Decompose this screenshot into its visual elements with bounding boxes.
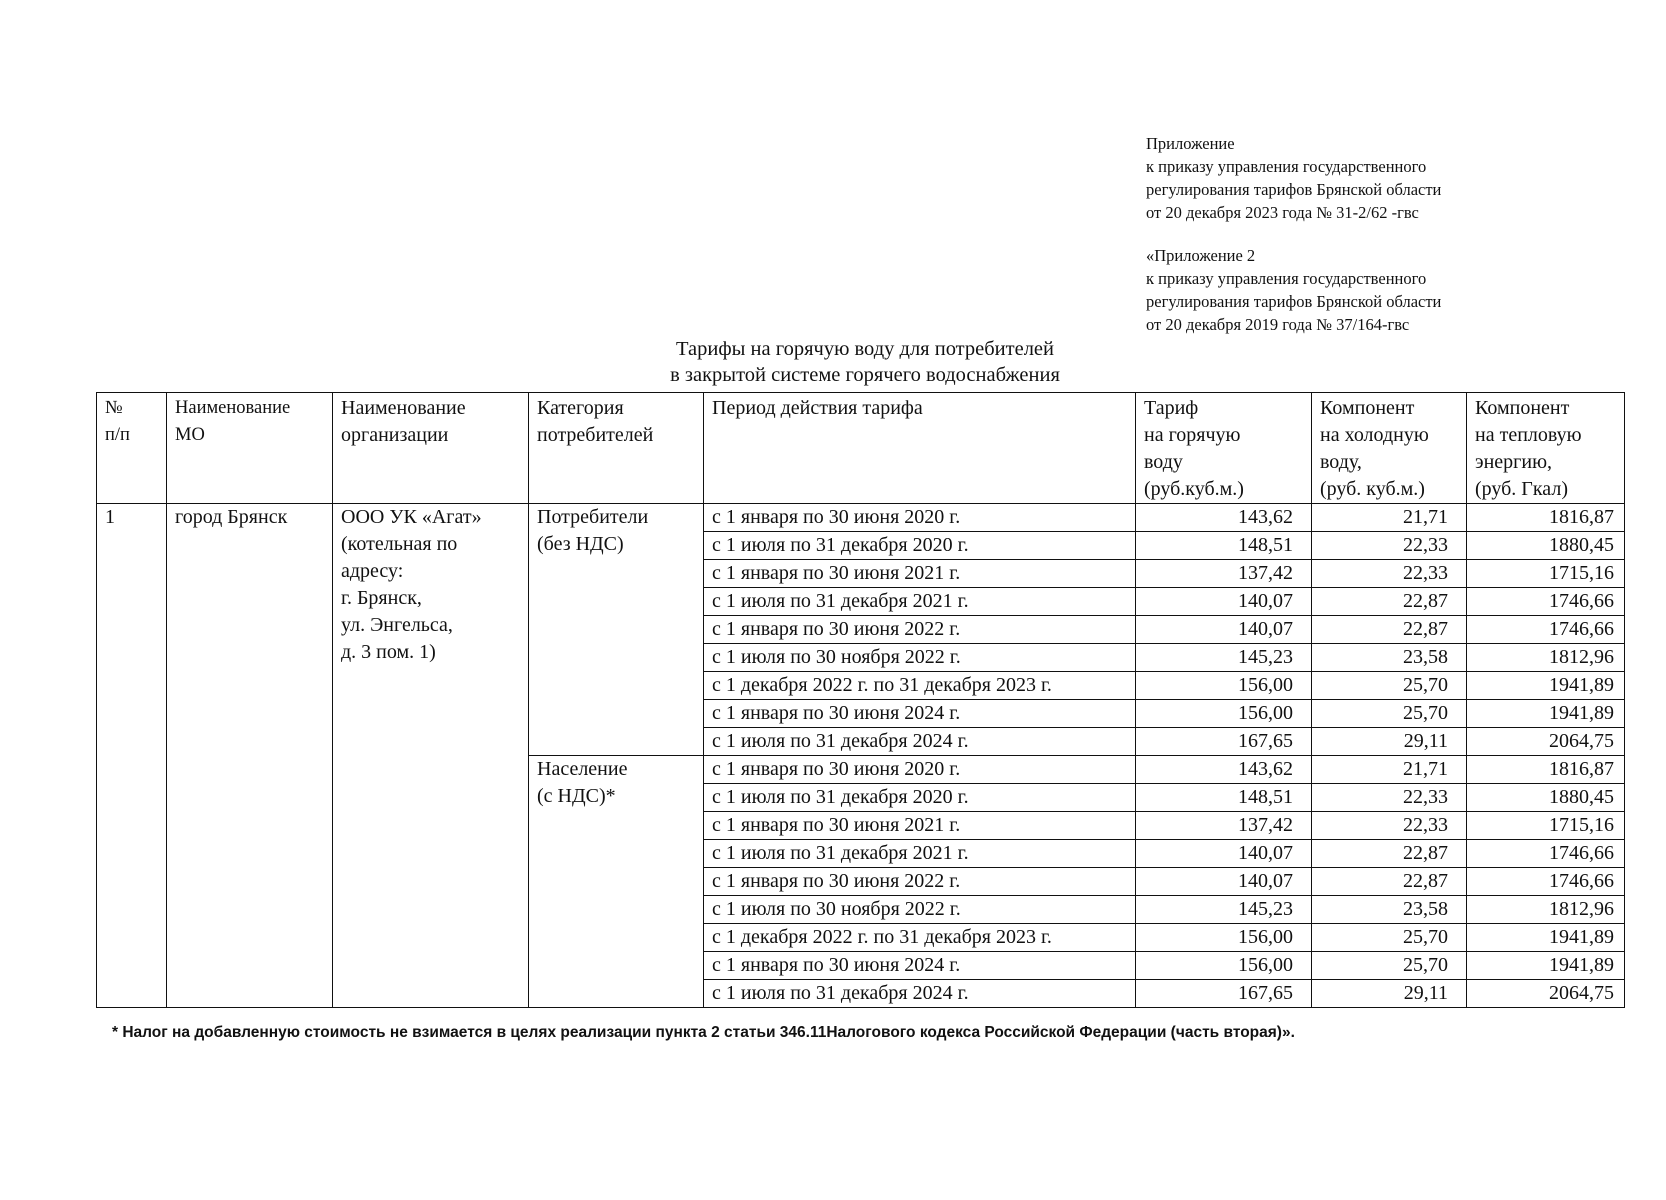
cold-water-component-cell: 22,33 <box>1312 560 1467 588</box>
cold-water-component-cell: 23,58 <box>1312 896 1467 924</box>
period-cell: с 1 июля по 30 ноября 2022 г. <box>704 896 1136 924</box>
hot-water-tariff-cell: 148,51 <box>1136 784 1312 812</box>
col-number-header: № п/п <box>97 393 167 504</box>
cold-water-component-cell: 25,70 <box>1312 700 1467 728</box>
hot-water-tariff-cell: 137,42 <box>1136 560 1312 588</box>
hot-water-tariff-cell: 167,65 <box>1136 728 1312 756</box>
title-line-2: в закрытой системе горячего водоснабжения <box>670 364 1060 386</box>
cold-water-component-cell: 25,70 <box>1312 672 1467 700</box>
cold-water-component-cell: 22,33 <box>1312 784 1467 812</box>
table-body <box>97 504 1625 1008</box>
hot-water-tariff-cell: 148,51 <box>1136 532 1312 560</box>
appendix2-line: «Приложение 2 <box>1146 246 1256 265</box>
period-cell: с 1 июля по 31 декабря 2020 г. <box>704 532 1136 560</box>
cold-water-component-cell: 22,87 <box>1312 616 1467 644</box>
cold-water-component-cell: 23,58 <box>1312 644 1467 672</box>
appendix2-line: регулирования тарифов Брянской области <box>1146 292 1442 311</box>
hot-water-tariff-cell: 140,07 <box>1136 868 1312 896</box>
footnote: * Налог на добавленную стоимость не взимается в целях реализации пункта 2 статьи 346.11Налогового кодекса Российской Федерации (часть вторая)». <box>112 1024 1295 1041</box>
category-line: (без НДС) <box>537 533 624 555</box>
appendix-line: к приказу управления государственного <box>1146 157 1427 176</box>
period-cell: с 1 июля по 31 декабря 2024 г. <box>704 980 1136 1008</box>
organization-line: ООО УК «Агат» <box>341 506 482 528</box>
appendix-line: Приложение <box>1146 134 1235 153</box>
hot-water-tariff-cell: 140,07 <box>1136 616 1312 644</box>
mo-cell: город Брянск <box>167 504 333 1008</box>
heat-energy-component-cell: 1812,96 <box>1467 644 1625 672</box>
cold-water-component-cell: 25,70 <box>1312 924 1467 952</box>
hot-water-tariff-cell: 156,00 <box>1136 700 1312 728</box>
hot-water-tariff-cell: 156,00 <box>1136 924 1312 952</box>
heat-energy-component-cell: 1715,16 <box>1467 560 1625 588</box>
heat-energy-component-cell: 1880,45 <box>1467 532 1625 560</box>
period-cell: с 1 января по 30 июня 2024 г. <box>704 700 1136 728</box>
hot-water-tariff-cell: 145,23 <box>1136 896 1312 924</box>
heat-energy-component-cell: 1746,66 <box>1467 840 1625 868</box>
heat-energy-component-cell: 1816,87 <box>1467 756 1625 784</box>
cold-water-component-cell: 22,87 <box>1312 840 1467 868</box>
heat-energy-component-cell: 2064,75 <box>1467 728 1625 756</box>
heat-energy-component-cell: 1941,89 <box>1467 952 1625 980</box>
col-organization-header: Наименование организации <box>333 393 529 504</box>
category-line: Потребители <box>537 506 649 528</box>
period-cell: с 1 июля по 31 декабря 2024 г. <box>704 728 1136 756</box>
appendix-line: от 20 декабря 2023 года № 31-2/62 -гвс <box>1146 203 1419 222</box>
period-cell: с 1 июля по 31 декабря 2021 г. <box>704 840 1136 868</box>
table-row <box>97 504 1625 532</box>
hot-water-tariff-cell: 156,00 <box>1136 952 1312 980</box>
organization-line: г. Брянск, <box>341 587 422 609</box>
col-period-header: Период действия тарифа <box>704 393 1136 504</box>
hot-water-tariff-cell: 140,07 <box>1136 588 1312 616</box>
period-cell: с 1 января по 30 июня 2021 г. <box>704 812 1136 840</box>
period-cell: с 1 января по 30 июня 2024 г. <box>704 952 1136 980</box>
appendix-header <box>1146 132 1626 336</box>
header-gap <box>1146 224 1626 244</box>
period-cell: с 1 января по 30 июня 2022 г. <box>704 616 1136 644</box>
heat-energy-component-cell: 1715,16 <box>1467 812 1625 840</box>
appendix2-line: к приказу управления государственного <box>1146 269 1427 288</box>
heat-energy-component-cell: 1941,89 <box>1467 924 1625 952</box>
organization-line: (котельная по <box>341 533 458 555</box>
hot-water-tariff-cell: 143,62 <box>1136 504 1312 532</box>
period-cell: с 1 января по 30 июня 2022 г. <box>704 868 1136 896</box>
hot-water-tariff-cell: 140,07 <box>1136 840 1312 868</box>
heat-energy-component-cell: 1812,96 <box>1467 896 1625 924</box>
period-cell: с 1 декабря 2022 г. по 31 декабря 2023 г. <box>704 924 1136 952</box>
category-cell <box>529 504 704 756</box>
category-line: Население <box>537 758 628 780</box>
heat-energy-component-cell: 1746,66 <box>1467 588 1625 616</box>
title-line-1: Тарифы на горячую воду для потребителей <box>675 338 1055 360</box>
document-title <box>0 336 1666 388</box>
heat-energy-component-cell: 1746,66 <box>1467 616 1625 644</box>
period-cell: с 1 декабря 2022 г. по 31 декабря 2023 г. <box>704 672 1136 700</box>
period-cell: с 1 января по 30 июня 2021 г. <box>704 560 1136 588</box>
cold-water-component-cell: 22,33 <box>1312 812 1467 840</box>
col-hot-water-header: Тариф на горячую воду (руб.куб.м.) <box>1136 393 1312 504</box>
period-cell: с 1 января по 30 июня 2020 г. <box>704 756 1136 784</box>
heat-energy-component-cell: 2064,75 <box>1467 980 1625 1008</box>
cold-water-component-cell: 29,11 <box>1312 728 1467 756</box>
hot-water-tariff-cell: 137,42 <box>1136 812 1312 840</box>
category-cell <box>529 756 704 1008</box>
table-header <box>97 393 1625 504</box>
cold-water-component-cell: 22,33 <box>1312 532 1467 560</box>
heat-energy-component-cell: 1941,89 <box>1467 672 1625 700</box>
hot-water-tariff-cell: 156,00 <box>1136 672 1312 700</box>
heat-energy-component-cell: 1941,89 <box>1467 700 1625 728</box>
cold-water-component-cell: 22,87 <box>1312 588 1467 616</box>
heat-energy-component-cell: 1746,66 <box>1467 868 1625 896</box>
hot-water-tariff-cell: 143,62 <box>1136 756 1312 784</box>
hot-water-tariff-cell: 145,23 <box>1136 644 1312 672</box>
cold-water-component-cell: 29,11 <box>1312 980 1467 1008</box>
hot-water-tariff-cell: 167,65 <box>1136 980 1312 1008</box>
header-row <box>97 393 1625 504</box>
cold-water-component-cell: 22,87 <box>1312 868 1467 896</box>
col-category-header: Категория потребителей <box>529 393 704 504</box>
cold-water-component-cell: 25,70 <box>1312 952 1467 980</box>
organization-cell <box>333 504 529 1008</box>
period-cell: с 1 июля по 30 ноября 2022 г. <box>704 644 1136 672</box>
organization-line: д. 3 пом. 1) <box>341 641 436 663</box>
cold-water-component-cell: 21,71 <box>1312 756 1467 784</box>
organization-line: ул. Энгельса, <box>341 614 453 636</box>
appendix2-line: от 20 декабря 2019 года № 37/164-гвс <box>1146 315 1410 334</box>
category-line: (с НДС)* <box>537 785 616 807</box>
period-cell: с 1 июля по 31 декабря 2020 г. <box>704 784 1136 812</box>
col-mo-header: Наименование МО <box>167 393 333 504</box>
tariff-table <box>96 392 1625 1008</box>
row-number-cell: 1 <box>97 504 167 1008</box>
period-cell: с 1 июля по 31 декабря 2021 г. <box>704 588 1136 616</box>
period-cell: с 1 января по 30 июня 2020 г. <box>704 504 1136 532</box>
heat-energy-component-cell: 1880,45 <box>1467 784 1625 812</box>
col-cold-water-header: Компонент на холодную воду, (руб. куб.м.) <box>1312 393 1467 504</box>
col-heat-energy-header: Компонент на тепловую энергию, (руб. Гкал) <box>1467 393 1625 504</box>
cold-water-component-cell: 21,71 <box>1312 504 1467 532</box>
heat-energy-component-cell: 1816,87 <box>1467 504 1625 532</box>
organization-line: адресу: <box>341 560 404 582</box>
appendix-line: регулирования тарифов Брянской области <box>1146 180 1442 199</box>
